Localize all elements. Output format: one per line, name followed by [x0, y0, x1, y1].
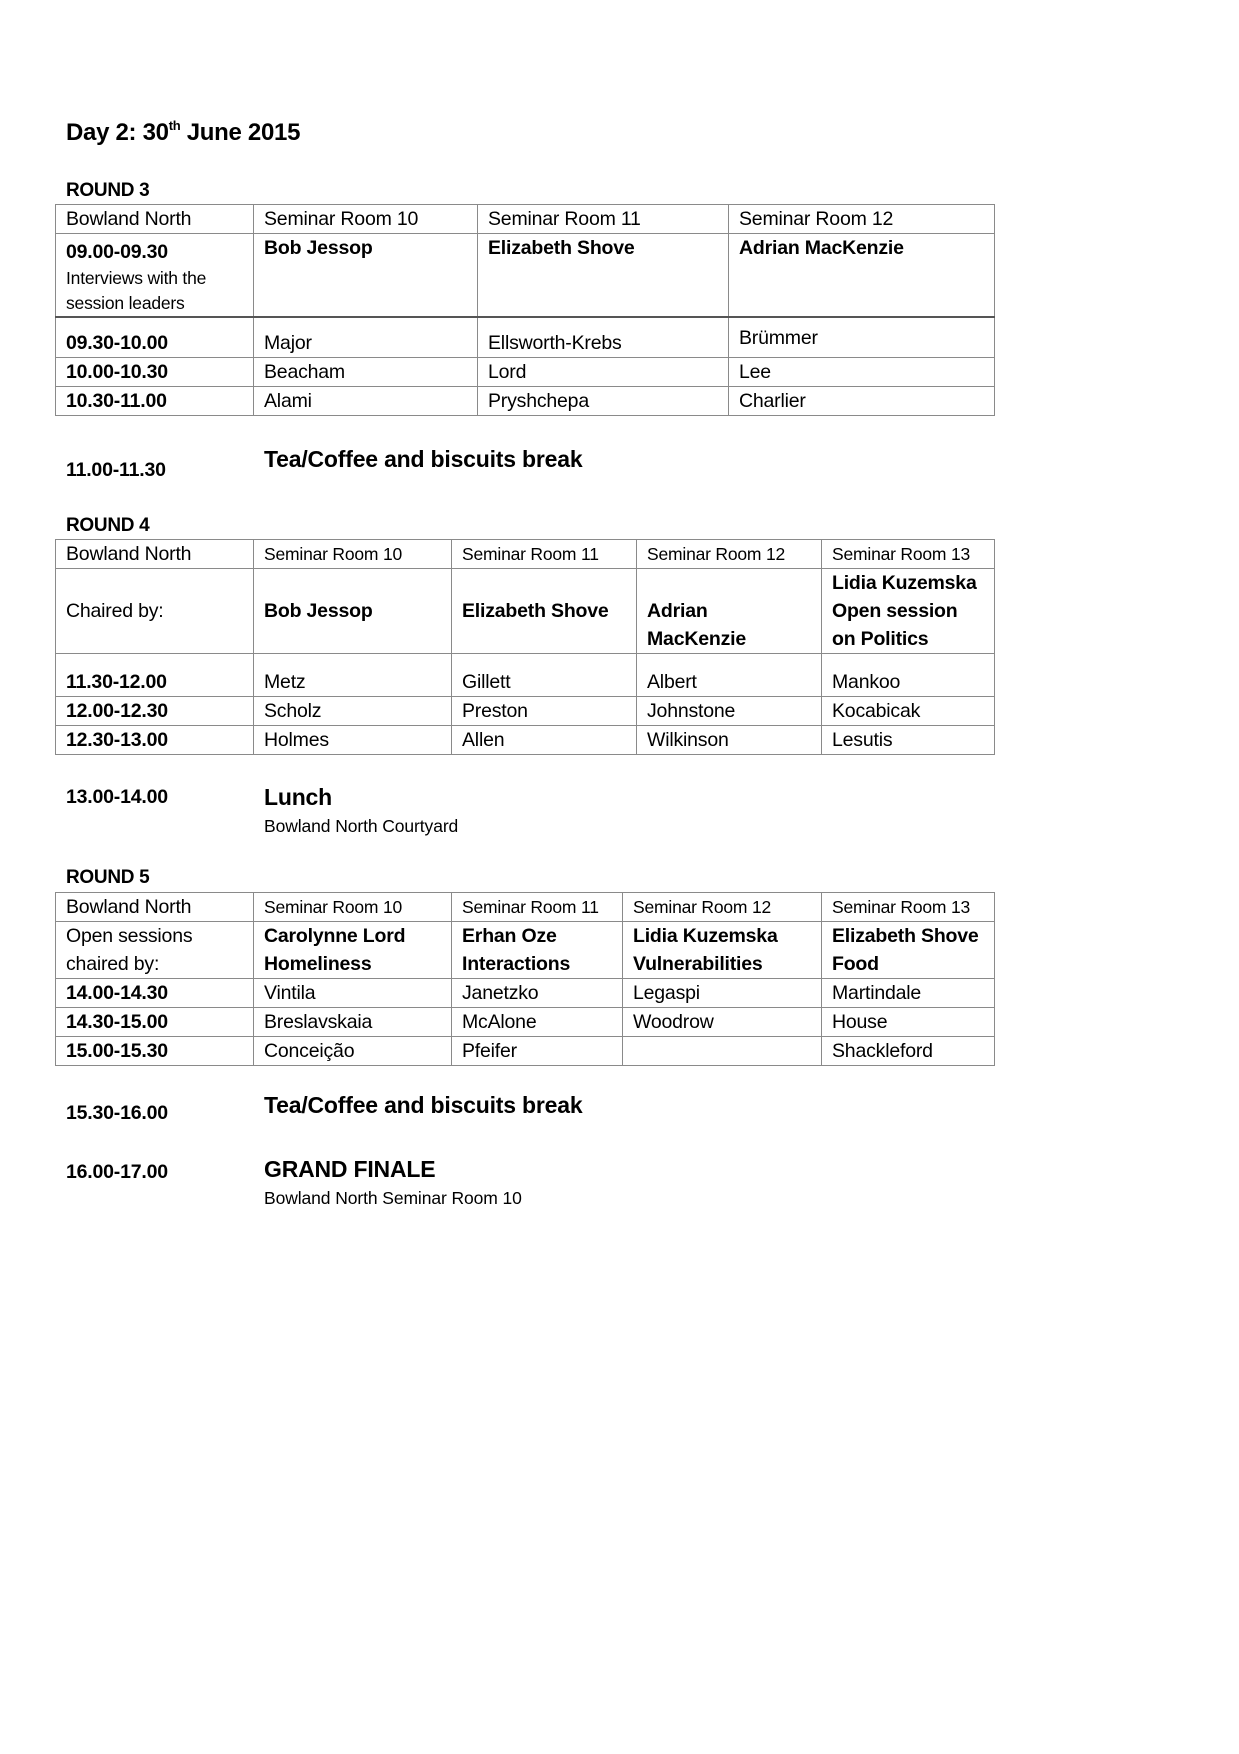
session-topic: Interactions — [462, 953, 571, 975]
round-5-table — [55, 892, 995, 1066]
session-cell — [822, 922, 995, 979]
chair-cell — [637, 569, 822, 654]
leader-cell: Adrian MacKenzie — [729, 234, 995, 318]
table-row — [56, 1008, 995, 1037]
presenter-cell: Johnstone — [637, 697, 822, 726]
break-1-time: 11.00-11.30 — [66, 459, 166, 481]
header-room: Seminar Room 10 — [254, 893, 452, 922]
break-1-title: Tea/Coffee and biscuits break — [264, 446, 583, 472]
chair-label-line: Open sessions — [66, 925, 193, 947]
session-cell — [254, 922, 452, 979]
chair-line: Adrian — [647, 600, 708, 622]
presenter-cell: Vintila — [254, 979, 452, 1008]
presenter-cell: Mankoo — [822, 654, 995, 697]
break-2-title: Tea/Coffee and biscuits break — [264, 1092, 583, 1118]
table-row — [56, 726, 995, 755]
presenter-cell: Breslavskaia — [254, 1008, 452, 1037]
presenter-cell: McAlone — [452, 1008, 623, 1037]
time-cell: 14.00-14.30 — [56, 979, 254, 1008]
header-room: Seminar Room 12 — [729, 205, 995, 234]
finale-time: 16.00-17.00 — [66, 1161, 168, 1183]
table-row — [56, 697, 995, 726]
leaders-time-cell — [56, 234, 254, 318]
chair-row — [56, 922, 995, 979]
round-3-label: ROUND 3 — [66, 180, 150, 201]
presenter-cell: Charlier — [729, 386, 995, 415]
presenter-cell: Allen — [452, 726, 637, 755]
presenter-cell: Shackleford — [822, 1037, 995, 1066]
header-room: Seminar Room 10 — [254, 540, 452, 569]
break-2-time: 15.30-16.00 — [66, 1102, 168, 1124]
presenter-cell: Major — [254, 317, 478, 357]
time-cell: 12.30-13.00 — [56, 726, 254, 755]
table-row — [56, 979, 995, 1008]
session-topic: Vulnerabilities — [633, 953, 763, 975]
table-header-row — [56, 893, 995, 922]
leader-cell: Elizabeth Shove — [478, 234, 729, 318]
chair-line: Open session — [832, 600, 958, 622]
presenter-cell: Conceição — [254, 1037, 452, 1066]
presenter-cell: Alami — [254, 386, 478, 415]
leaders-row — [56, 234, 995, 318]
presenter-cell: Gillett — [452, 654, 637, 697]
session-topic: Homeliness — [264, 953, 372, 975]
presenter-cell: Janetzko — [452, 979, 623, 1008]
presenter-cell: Lee — [729, 357, 995, 386]
chair-cell: Elizabeth Shove — [452, 569, 637, 654]
time-cell: 10.00-10.30 — [56, 357, 254, 386]
header-room: Seminar Room 12 — [623, 893, 822, 922]
presenter-cell: Ellsworth-Krebs — [478, 317, 729, 357]
session-chair: Carolynne Lord — [264, 925, 406, 947]
header-building: Bowland North — [56, 540, 254, 569]
finale-title: GRAND FINALE — [264, 1156, 436, 1182]
leader-cell: Bob Jessop — [254, 234, 478, 318]
session-cell — [452, 922, 623, 979]
presenter-cell: Albert — [637, 654, 822, 697]
session-topic: Food — [832, 953, 879, 975]
chair-label: Chaired by: — [56, 569, 254, 654]
time-cell: 11.30-12.00 — [56, 654, 254, 697]
presenter-cell: Beacham — [254, 357, 478, 386]
time-cell: 12.00-12.30 — [56, 697, 254, 726]
time-label: 09.00-09.30 — [66, 241, 168, 263]
chair-label — [56, 922, 254, 979]
note-line: session leaders — [66, 293, 185, 313]
chair-line: MacKenzie — [647, 628, 746, 650]
lunch-location: Bowland North Courtyard — [264, 816, 459, 836]
presenter-cell: House — [822, 1008, 995, 1037]
header-room: Seminar Room 13 — [822, 540, 995, 569]
page-title — [66, 118, 300, 147]
chair-line: on Politics — [832, 628, 929, 650]
header-building: Bowland North — [56, 205, 254, 234]
presenter-cell: Metz — [254, 654, 452, 697]
session-cell — [623, 922, 822, 979]
session-chair: Elizabeth Shove — [832, 925, 979, 947]
header-room: Seminar Room 11 — [452, 893, 623, 922]
table-header-row — [56, 205, 995, 234]
presenter-cell: Lesutis — [822, 726, 995, 755]
presenter-cell — [623, 1037, 822, 1066]
presenter-cell: Pfeifer — [452, 1037, 623, 1066]
presenter-cell: Scholz — [254, 697, 452, 726]
header-room: Seminar Room 10 — [254, 205, 478, 234]
table-header-row — [56, 540, 995, 569]
lunch-time: 13.00-14.00 — [66, 786, 168, 808]
session-chair: Erhan Oze — [462, 925, 557, 947]
presenter-cell: Legaspi — [623, 979, 822, 1008]
presenter-cell: Martindale — [822, 979, 995, 1008]
lunch-title: Lunch — [264, 784, 332, 810]
presenter-cell: Brümmer — [729, 317, 995, 357]
session-chair: Lidia Kuzemska — [633, 925, 778, 947]
chair-label-line: chaired by: — [66, 953, 160, 975]
presenter-cell: Kocabicak — [822, 697, 995, 726]
finale-location: Bowland North Seminar Room 10 — [264, 1188, 522, 1208]
time-cell: 15.00-15.30 — [56, 1037, 254, 1066]
time-cell: 14.30-15.00 — [56, 1008, 254, 1037]
presenter-cell: Pryshchepa — [478, 386, 729, 415]
time-cell: 10.30-11.00 — [56, 386, 254, 415]
table-row — [56, 357, 995, 386]
header-room: Seminar Room 13 — [822, 893, 995, 922]
header-building: Bowland North — [56, 893, 254, 922]
header-room: Seminar Room 11 — [452, 540, 637, 569]
presenter-cell: Wilkinson — [637, 726, 822, 755]
round-4-label: ROUND 4 — [66, 515, 150, 536]
table-row — [56, 317, 995, 357]
round-4-table — [55, 539, 995, 755]
round-3-table — [55, 204, 995, 416]
table-row — [56, 386, 995, 415]
header-room: Seminar Room 11 — [478, 205, 729, 234]
presenter-cell: Preston — [452, 697, 637, 726]
chair-row — [56, 569, 995, 654]
presenter-cell: Holmes — [254, 726, 452, 755]
time-cell: 09.30-10.00 — [56, 317, 254, 357]
chair-line: Lidia Kuzemska — [832, 572, 977, 594]
table-row — [56, 654, 995, 697]
table-row — [56, 1037, 995, 1066]
presenter-cell: Lord — [478, 357, 729, 386]
note-line: Interviews with the — [66, 268, 207, 288]
chair-cell — [822, 569, 995, 654]
header-room: Seminar Room 12 — [637, 540, 822, 569]
title-suffix: June 2015 — [180, 119, 301, 146]
presenter-cell: Woodrow — [623, 1008, 822, 1037]
round-5-label: ROUND 5 — [66, 867, 150, 888]
chair-cell: Bob Jessop — [254, 569, 452, 654]
title-prefix: Day 2: 30 — [66, 119, 169, 146]
title-superscript: th — [168, 118, 181, 133]
